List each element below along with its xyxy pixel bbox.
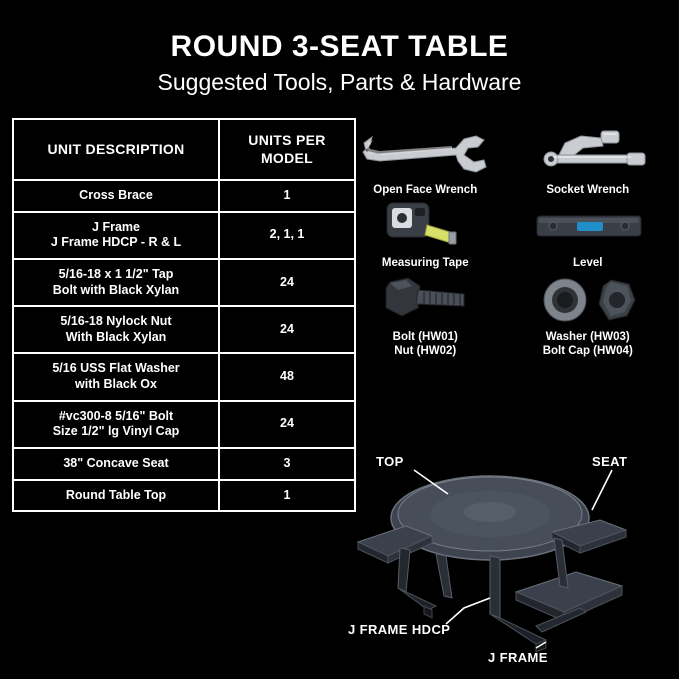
tool-label: Washer (HW03) Bolt Cap (HW04) [542, 330, 633, 358]
cell-description: 5/16-18 Nylock Nut With Black Xylan [13, 306, 219, 353]
tool-socket-wrench [507, 126, 670, 197]
tool-bolt-nut [344, 273, 507, 359]
cell-description: #vc300-8 5/16" Bolt Size 1/2" lg Vinyl Cap [13, 401, 219, 448]
measuring-tape-icon [344, 199, 507, 253]
tool-label: Open Face Wrench [373, 184, 478, 196]
tool-label: Socket Wrench [546, 184, 630, 196]
tool-measuring-tape [344, 199, 507, 270]
cell-units: 24 [219, 306, 355, 353]
cell-description: Round Table Top [13, 480, 219, 512]
level-icon [507, 199, 670, 253]
column-header-units: UNITS PER MODEL [219, 119, 355, 180]
cell-units: 2, 1, 1 [219, 212, 355, 259]
column-header-description: UNIT DESCRIPTION [13, 119, 219, 180]
tool-open-face-wrench [344, 126, 507, 197]
page-title: ROUND 3-SEAT TABLE [170, 30, 509, 63]
washer-bolt-cap-icon [507, 273, 670, 327]
table-row [13, 448, 355, 480]
round-table-graphic [340, 446, 678, 676]
cell-units: 1 [219, 180, 355, 212]
table-row [13, 212, 355, 259]
table-header-row [13, 119, 355, 180]
callout-top: TOP [376, 454, 404, 469]
j-frame-left [436, 554, 452, 598]
cell-description: Cross Brace [13, 180, 219, 212]
table-row [13, 401, 355, 448]
tool-label: Measuring Tape [381, 257, 469, 270]
product-illustration [340, 446, 678, 676]
cell-description: J Frame J Frame HDCP - R & L [13, 212, 219, 259]
cell-description: 5/16 USS Flat Washer with Black Ox [13, 353, 219, 400]
tools-panel [344, 126, 669, 359]
cell-units: 3 [219, 448, 355, 480]
bolt-nut-icon [344, 273, 507, 327]
cell-units: 24 [219, 259, 355, 306]
cell-units: 1 [219, 480, 355, 512]
header [0, 30, 679, 97]
page-subtitle: Suggested Tools, Parts & Hardware [157, 69, 522, 95]
open-face-wrench-icon [344, 126, 507, 180]
socket-wrench-icon [507, 126, 670, 180]
j-frame-hdcp [398, 548, 410, 592]
table-row [13, 180, 355, 212]
callout-seat: SEAT [592, 454, 628, 469]
tool-label: Bolt (HW01) Nut (HW02) [392, 330, 458, 358]
table-row [13, 353, 355, 400]
center-post [490, 556, 500, 618]
tool-washer-bolt-cap [507, 273, 670, 359]
cell-units: 24 [219, 401, 355, 448]
callout-j-frame: J FRAME [488, 650, 548, 665]
table-row [13, 480, 355, 512]
tool-level [507, 199, 670, 270]
parts-table [12, 118, 356, 512]
j-frame-front [490, 614, 546, 644]
cell-description: 5/16-18 x 1 1/2" Tap Bolt with Black Xylan [13, 259, 219, 306]
tool-label: Level [573, 257, 603, 270]
table-row [13, 306, 355, 353]
cell-units: 48 [219, 353, 355, 400]
callout-j-frame-hdcp: J FRAME HDCP [348, 622, 451, 637]
cell-description: 38" Concave Seat [13, 448, 219, 480]
table-row [13, 259, 355, 306]
